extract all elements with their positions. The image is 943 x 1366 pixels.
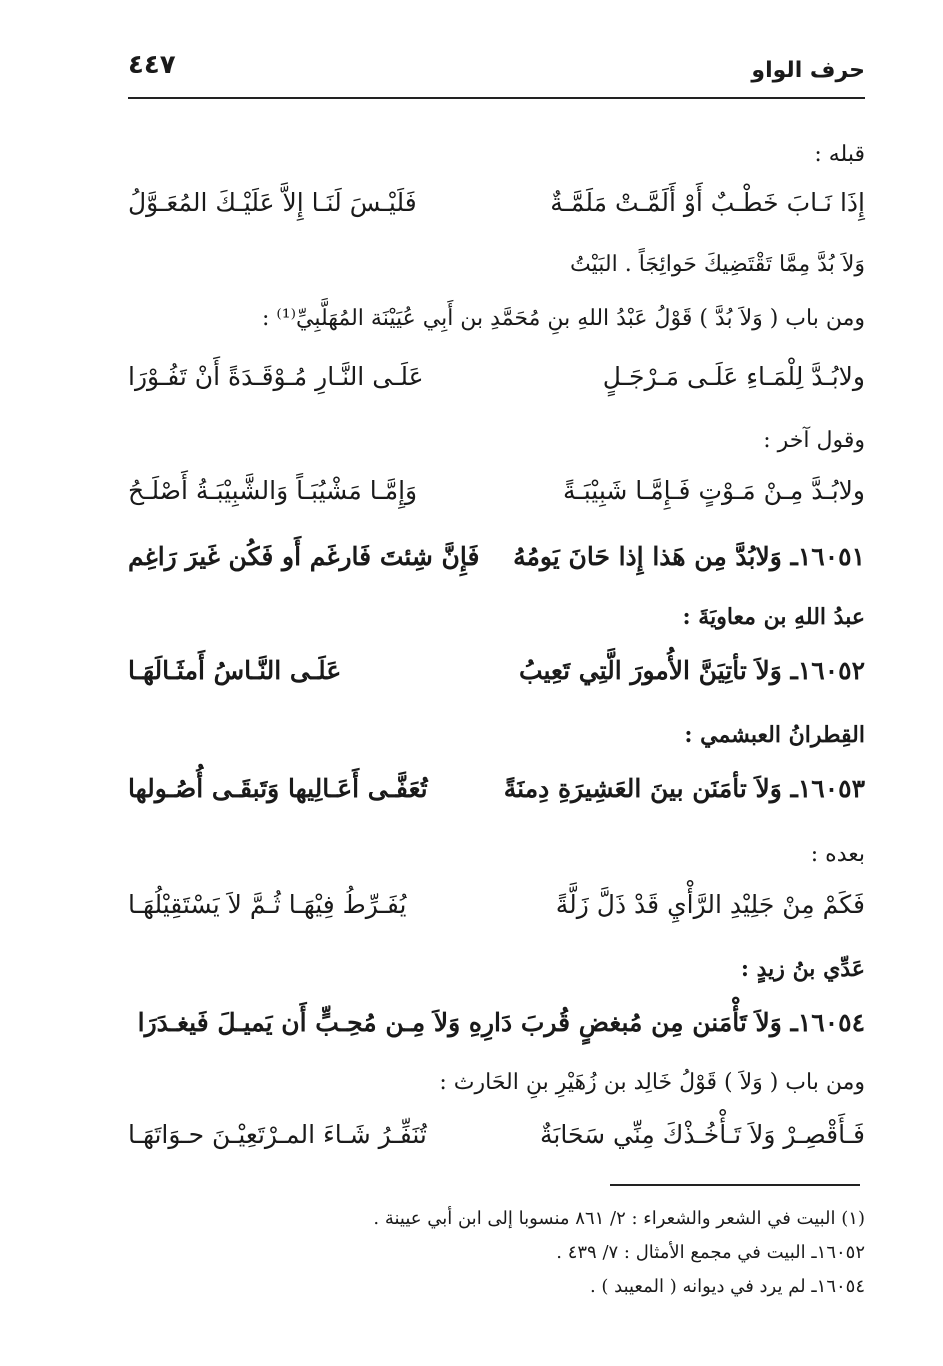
verse-line [128, 362, 865, 391]
verse-line [128, 476, 865, 505]
verse-second-hemistich: يُفَـرِّطُ فِيْهَـا ثُـمَّ لاَ يَسْتَقِيْلُهَـا [128, 890, 407, 919]
verse-first-hemistich: ١٦٠٥٢ـ وَلاَ تأتِيَنَّ الأُمورَ الَّتِي تَعِيبُ [518, 656, 865, 685]
verse-first-hemistich: فَـأَقْصِـرْ وَلاَ تَـأْخُـذْكَ مِنِّي سَحَابَةٌ [540, 1120, 865, 1149]
verse-first-hemistich: ولابُـدَّ لِلْمَـاءِ عَلَـى مَـرْجَـلٍ [602, 362, 865, 391]
verse-line [128, 890, 865, 919]
running-title: حرف الواو [751, 58, 865, 83]
footnote-rule [610, 1184, 860, 1186]
page-header [128, 46, 865, 96]
prose-line: وقول آخر : [763, 428, 865, 453]
footnote-16052: ١٦٠٥٢ـ البيت في مجمع الأمثال : ٧/ ٤٣٩ . [556, 1242, 865, 1263]
verse-first-hemistich: إِذَا نَـابَ خَطْـبٌ أَوْ أَلَمَّـتْ مَلَمَّـةٌ [550, 188, 865, 217]
verse-second-hemistich: عَلَـى النَّـارِ مُـوْقَـدَةً أَنْ تَفُـوْرَا [128, 362, 424, 391]
footnote-16054: ١٦٠٥٤ـ لم يرد في ديوانه ( المعيبد ) . [589, 1276, 865, 1297]
verse-full-line: ١٦٠٥٤ـ وَلاَ تَأْمَنن مِن مُبغضٍ قُربَ دَارِهِ وَلاَ مِـن مُحِـبٍّ أَن يَميـلَ فَيغـدَرَا [137, 1008, 865, 1037]
prose-line: بعده : [810, 842, 865, 867]
footnote-1: (١) البيت في الشعر والشعراء : ٢/ ٨٦١ منسوبا إلى ابن أبي عيينة . [373, 1208, 865, 1229]
poet-name: عَدِّي بنُ زيدٍ : [740, 956, 865, 982]
prose-line: ومن باب ( وَلاَ بُدَّ ) قَوْلُ عَبْدُ اللهِ بنِ مُحَمَّدِ بن أَبِي عُيَيْنَة المُهَلَّبِيِّ⁽¹⁾ : [261, 306, 865, 331]
prose-line: وَلاَ بُدَّ مِمَّا تَقْتَضِيكَ حَوائِجَاً . البَيْتُ [570, 252, 865, 277]
entry-verse-16053 [128, 774, 865, 803]
verse-second-hemistich: وَإِمَّـا مَشْيُبَـاً وَالشَّبِيْبَـةُ أَصْلَـحُ [128, 476, 418, 505]
poet-name: عبدُ اللهِ بن معاويَةَ : [682, 604, 865, 630]
verse-second-hemistich: فَإِنَّ شِئتَ فَارغَم أَو فَكُن غَيرَ رَاغِم [128, 542, 480, 571]
verse-first-hemistich: ١٦٠٥٣ـ وَلاَ تأمَنَن بينَ العَشِيرَةِ دِمنَةً [503, 774, 865, 803]
entry-verse-16054 [128, 1008, 865, 1037]
entry-verse-16052 [128, 656, 865, 685]
verse-second-hemistich: عَلَـى النَّـاسُ أَمثَـالَهَـا [128, 656, 342, 685]
prose-line: ومن باب ( وَلاَ ) قَوْلُ خَالِد بن زُهَيْرِ بنِ الحَارث : [439, 1070, 865, 1095]
verse-second-hemistich: تُنَفِّـرُ شَـاءَ المـرْتَعِيْـنَ حـوَاتَهَـا [128, 1120, 427, 1149]
verse-second-hemistich: تُعَفَّـى أَعَـالِيها وَتَبقَـى أُصُـولها [128, 774, 428, 803]
verse-line [128, 1120, 865, 1149]
verse-first-hemistich: فَكَمْ مِنْ جَلِيْدِ الرَّأْيِ قَدْ ذَلَّ زَلَّةً [555, 890, 865, 919]
verse-line [128, 188, 865, 217]
poet-name: القِطرانُ العبشمي : [684, 722, 865, 748]
verse-first-hemistich: ولابُـدَّ مِـنْ مَـوْتٍ فَـإِمَّـا شَبِيْبَـةً [563, 476, 865, 505]
page-number: ٤٤٧ [128, 50, 176, 80]
entry-verse-16051 [128, 542, 865, 571]
header-rule [128, 97, 865, 99]
verse-second-hemistich: فَلَيْـسَ لَنَـا إِلاَّ عَلَيْـكَ المُعَـوَّلُ [128, 188, 417, 217]
verse-first-hemistich: ١٦٠٥١ـ وَلابُدَّ مِن هَذا إِذا حَانَ يَومُهُ [513, 542, 865, 571]
intro-before: قبله : [814, 142, 865, 167]
